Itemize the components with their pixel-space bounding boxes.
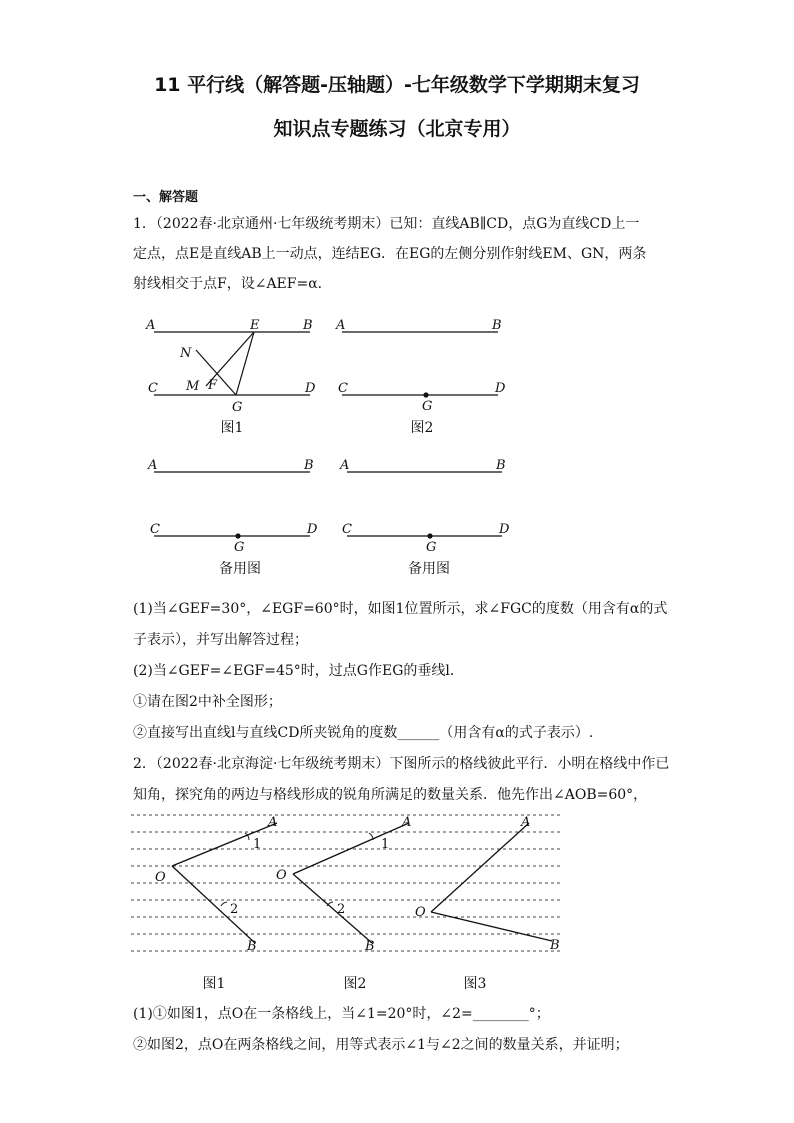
label-A: A	[268, 815, 278, 830]
label-A: A	[146, 318, 156, 333]
q1-figure-1	[145, 318, 316, 415]
q1-spare-figure-1	[147, 458, 318, 555]
caption-spare1: 备用图	[219, 561, 261, 577]
q2-figure-1	[155, 815, 277, 954]
page-title-line2: 知识点专题练习（北京专用）	[273, 118, 521, 140]
label-G: G	[422, 399, 433, 414]
label-B: B	[496, 458, 506, 473]
label-G: G	[232, 400, 243, 415]
q1-part2-sub2: ②直接写出直线l与直线CD所夹锐角的度数______（用含有α的式子表示）.	[133, 725, 594, 741]
label-A: A	[402, 815, 412, 830]
label-M: M	[186, 379, 200, 394]
label-D: D	[305, 381, 316, 396]
label-B: B	[492, 318, 502, 333]
q1-text-line3: 射线相交于点F，设∠AEF=α．	[133, 276, 332, 292]
label-C: C	[150, 522, 160, 537]
label-A: A	[336, 318, 346, 333]
caption-spare2: 备用图	[408, 561, 450, 577]
label-G: G	[234, 540, 245, 555]
q1-part2-sub1: ①请在图2中补全图形；	[133, 694, 282, 710]
label-A: A	[521, 815, 531, 830]
label-B: B	[304, 458, 314, 473]
q1-text-line2: 定点，点E是直线AB上一动点，连结EG．在EG的左侧分别作射线EM、GN，两条	[133, 246, 647, 262]
q2-part2: ②如图2，点O在两条格线之间，用等式表示∠1与∠2之间的数量关系，并证明；	[133, 1037, 629, 1053]
label-D: D	[307, 522, 318, 537]
q1-part1-line2: 子表示），并写出解答过程；	[133, 632, 308, 648]
q2-part1: (1)①如图1，点O在一条格线上，当∠1=20°时，∠2=________°；	[133, 1006, 550, 1022]
q1-spare-figure-2	[339, 458, 510, 555]
angle-1-label: 1	[253, 837, 262, 852]
label-D: D	[495, 381, 506, 396]
q1-text-line1: 1．（2022春·北京通州·七年级统考期末）已知：直线AB∥CD，点G为直线CD上一	[133, 216, 640, 232]
label-G: G	[426, 540, 437, 555]
page-title-line1: 11 平行线（解答题-压轴题）-七年级数学下学期期末复习	[154, 74, 640, 96]
q2-caption-fig3: 图3	[463, 976, 487, 992]
q2-caption-fig2: 图2	[343, 976, 367, 992]
q1-figures	[140, 310, 520, 580]
caption-fig1: 图1	[220, 420, 244, 436]
angle-1-label: 1	[381, 837, 390, 852]
q1-part2-line1: (2)当∠GEF=∠EGF=45°时，过点G作EG的垂线l．	[133, 663, 464, 679]
angle-2-label: 2	[230, 902, 239, 917]
label-A: A	[148, 458, 158, 473]
q2-figure-3	[415, 815, 560, 953]
label-C: C	[338, 381, 348, 396]
q2-grid-figure	[125, 810, 575, 960]
label-E: E	[250, 318, 260, 333]
label-N: N	[180, 346, 192, 361]
section-heading: 一、解答题	[133, 190, 199, 205]
grid-lines	[131, 815, 563, 951]
angle-2-label: 2	[337, 902, 346, 917]
label-B: B	[550, 938, 560, 953]
label-B: B	[247, 939, 257, 954]
q1-part1-line1: (1)当∠GEF=30°，∠EGF=60°时，如图1位置所示，求∠FGC的度数（用含有α的式	[133, 601, 668, 617]
label-O: O	[155, 870, 166, 885]
label-A: A	[340, 458, 350, 473]
label-B: B	[365, 939, 375, 954]
label-O: O	[276, 868, 287, 883]
label-F: F	[208, 378, 218, 393]
q2-text-line2: 知角，探究角的两边与格线形成的锐角所满足的数量关系．他先作出∠AOB=60°，	[133, 787, 648, 803]
q1-figure-2	[335, 318, 506, 414]
caption-fig2: 图2	[410, 420, 434, 436]
label-D: D	[499, 522, 510, 537]
q2-caption-fig1: 图1	[202, 976, 226, 992]
q2-text-line1: 2．（2022春·北京海淀·七年级统考期末）下图所示的格线彼此平行．小明在格线中作已	[133, 756, 670, 772]
label-O: O	[415, 905, 426, 920]
label-C: C	[148, 381, 158, 396]
label-C: C	[342, 522, 352, 537]
q2-figure-2	[276, 815, 411, 954]
label-B: B	[303, 318, 313, 333]
